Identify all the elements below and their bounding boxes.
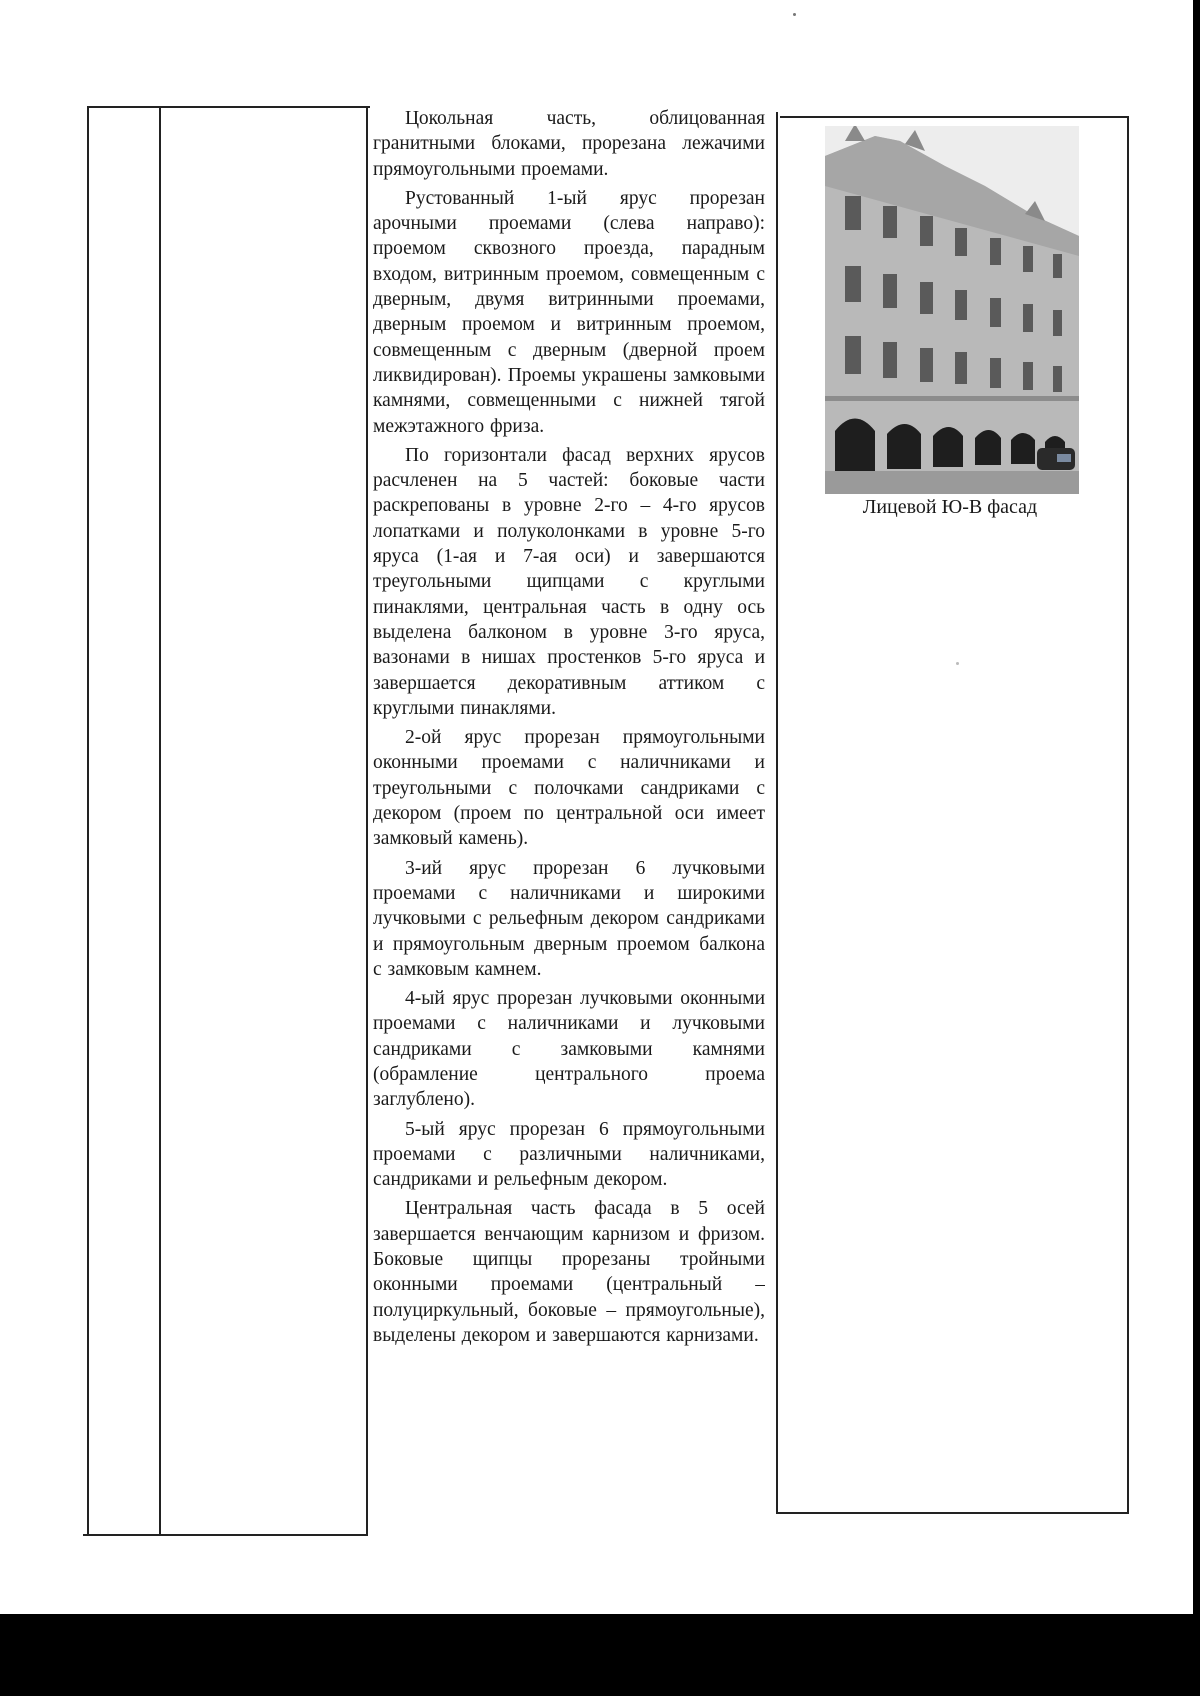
paragraph-plinth: Цокольная часть, облицованная гранитными блоками, прорезана лежачими прямоугольными проемами. — [373, 108, 765, 180]
paragraph-tier-5: 5-ый ярус прорезан 6 прямоугольными проемами с различными наличниками, сандриками и рельефным декором. — [373, 1118, 765, 1191]
scan-bottom-edge — [0, 1614, 1200, 1696]
column-border — [87, 106, 89, 1536]
paragraph-tier-2: 2-ой ярус прорезан прямоугольными оконными проемами с наличниками и треугольными с полочками сандриками с декором (проем по центральной оси имеет замковый камень). — [373, 727, 765, 850]
row-top-border — [87, 106, 370, 108]
scan-right-edge — [1193, 0, 1200, 1696]
facade-description — [373, 106, 765, 1524]
paragraph-tier-4: 4-ый ярус прорезан лучковыми оконными проемами с наличниками и лучковыми сандриками с замковыми камнями (обрамление центрального проема заглублено). — [373, 988, 765, 1111]
column-border — [366, 108, 368, 1536]
row-top-border — [780, 116, 1129, 118]
scan-dust — [956, 662, 959, 665]
building-facade-photo — [825, 126, 1079, 494]
column-border — [1127, 116, 1129, 1514]
paragraph-tier-1: Рустованный 1-ый ярус прорезан арочными проемами (слева направо): проемом сквозного проезда, парадным входом, витринным проемом, совмещенным с дверным, двумя витринными проемами, дверным проемом и витринным проемом, совмещенным с дверным (дверной проем ликвидирован). Проемы украшены замковыми камнями, совмещенными с нижней тягой межэтажного фриза. — [373, 187, 765, 437]
paragraph-horizontal-division: По горизонтали фасад верхних ярусов расчленен на 5 частей: боковые части раскрепованы в уровне 2-го – 4-го ярусов лопатками и полуколонками в уровне 5-го яруса (1-ая и 7-ая оси) и завершаются треугольными щипцами с круглыми пинаклями, центральная часть в одну ось выделена балконом в уровне 3-го яруса, вазонами в нишах простенков 5-го яруса и завершается декоративным аттиком с круглыми пинаклями. — [373, 444, 765, 719]
photo-caption: Лицевой Ю-В фасад — [862, 496, 1038, 518]
row-bottom-border — [776, 1512, 1127, 1514]
column-border — [776, 112, 778, 1514]
paragraph-central-part: Центральная часть фасада в 5 осей завершается венчающим карнизом и фризом. Боковые щипцы прорезаны тройными оконными проемами (центральный – полуциркульный, боковые – прямоугольные), выделены декором и завершаются карнизами. — [373, 1198, 765, 1346]
row-bottom-border — [83, 1534, 366, 1536]
paragraph-tier-3: 3-ий ярус прорезан 6 лучковыми проемами с наличниками и широкими лучковыми с рельефным декором сандриками и прямоугольным дверным проемом балкона с замковым камнем. — [373, 857, 765, 980]
scan-dust — [793, 13, 796, 16]
column-border — [159, 108, 161, 1536]
